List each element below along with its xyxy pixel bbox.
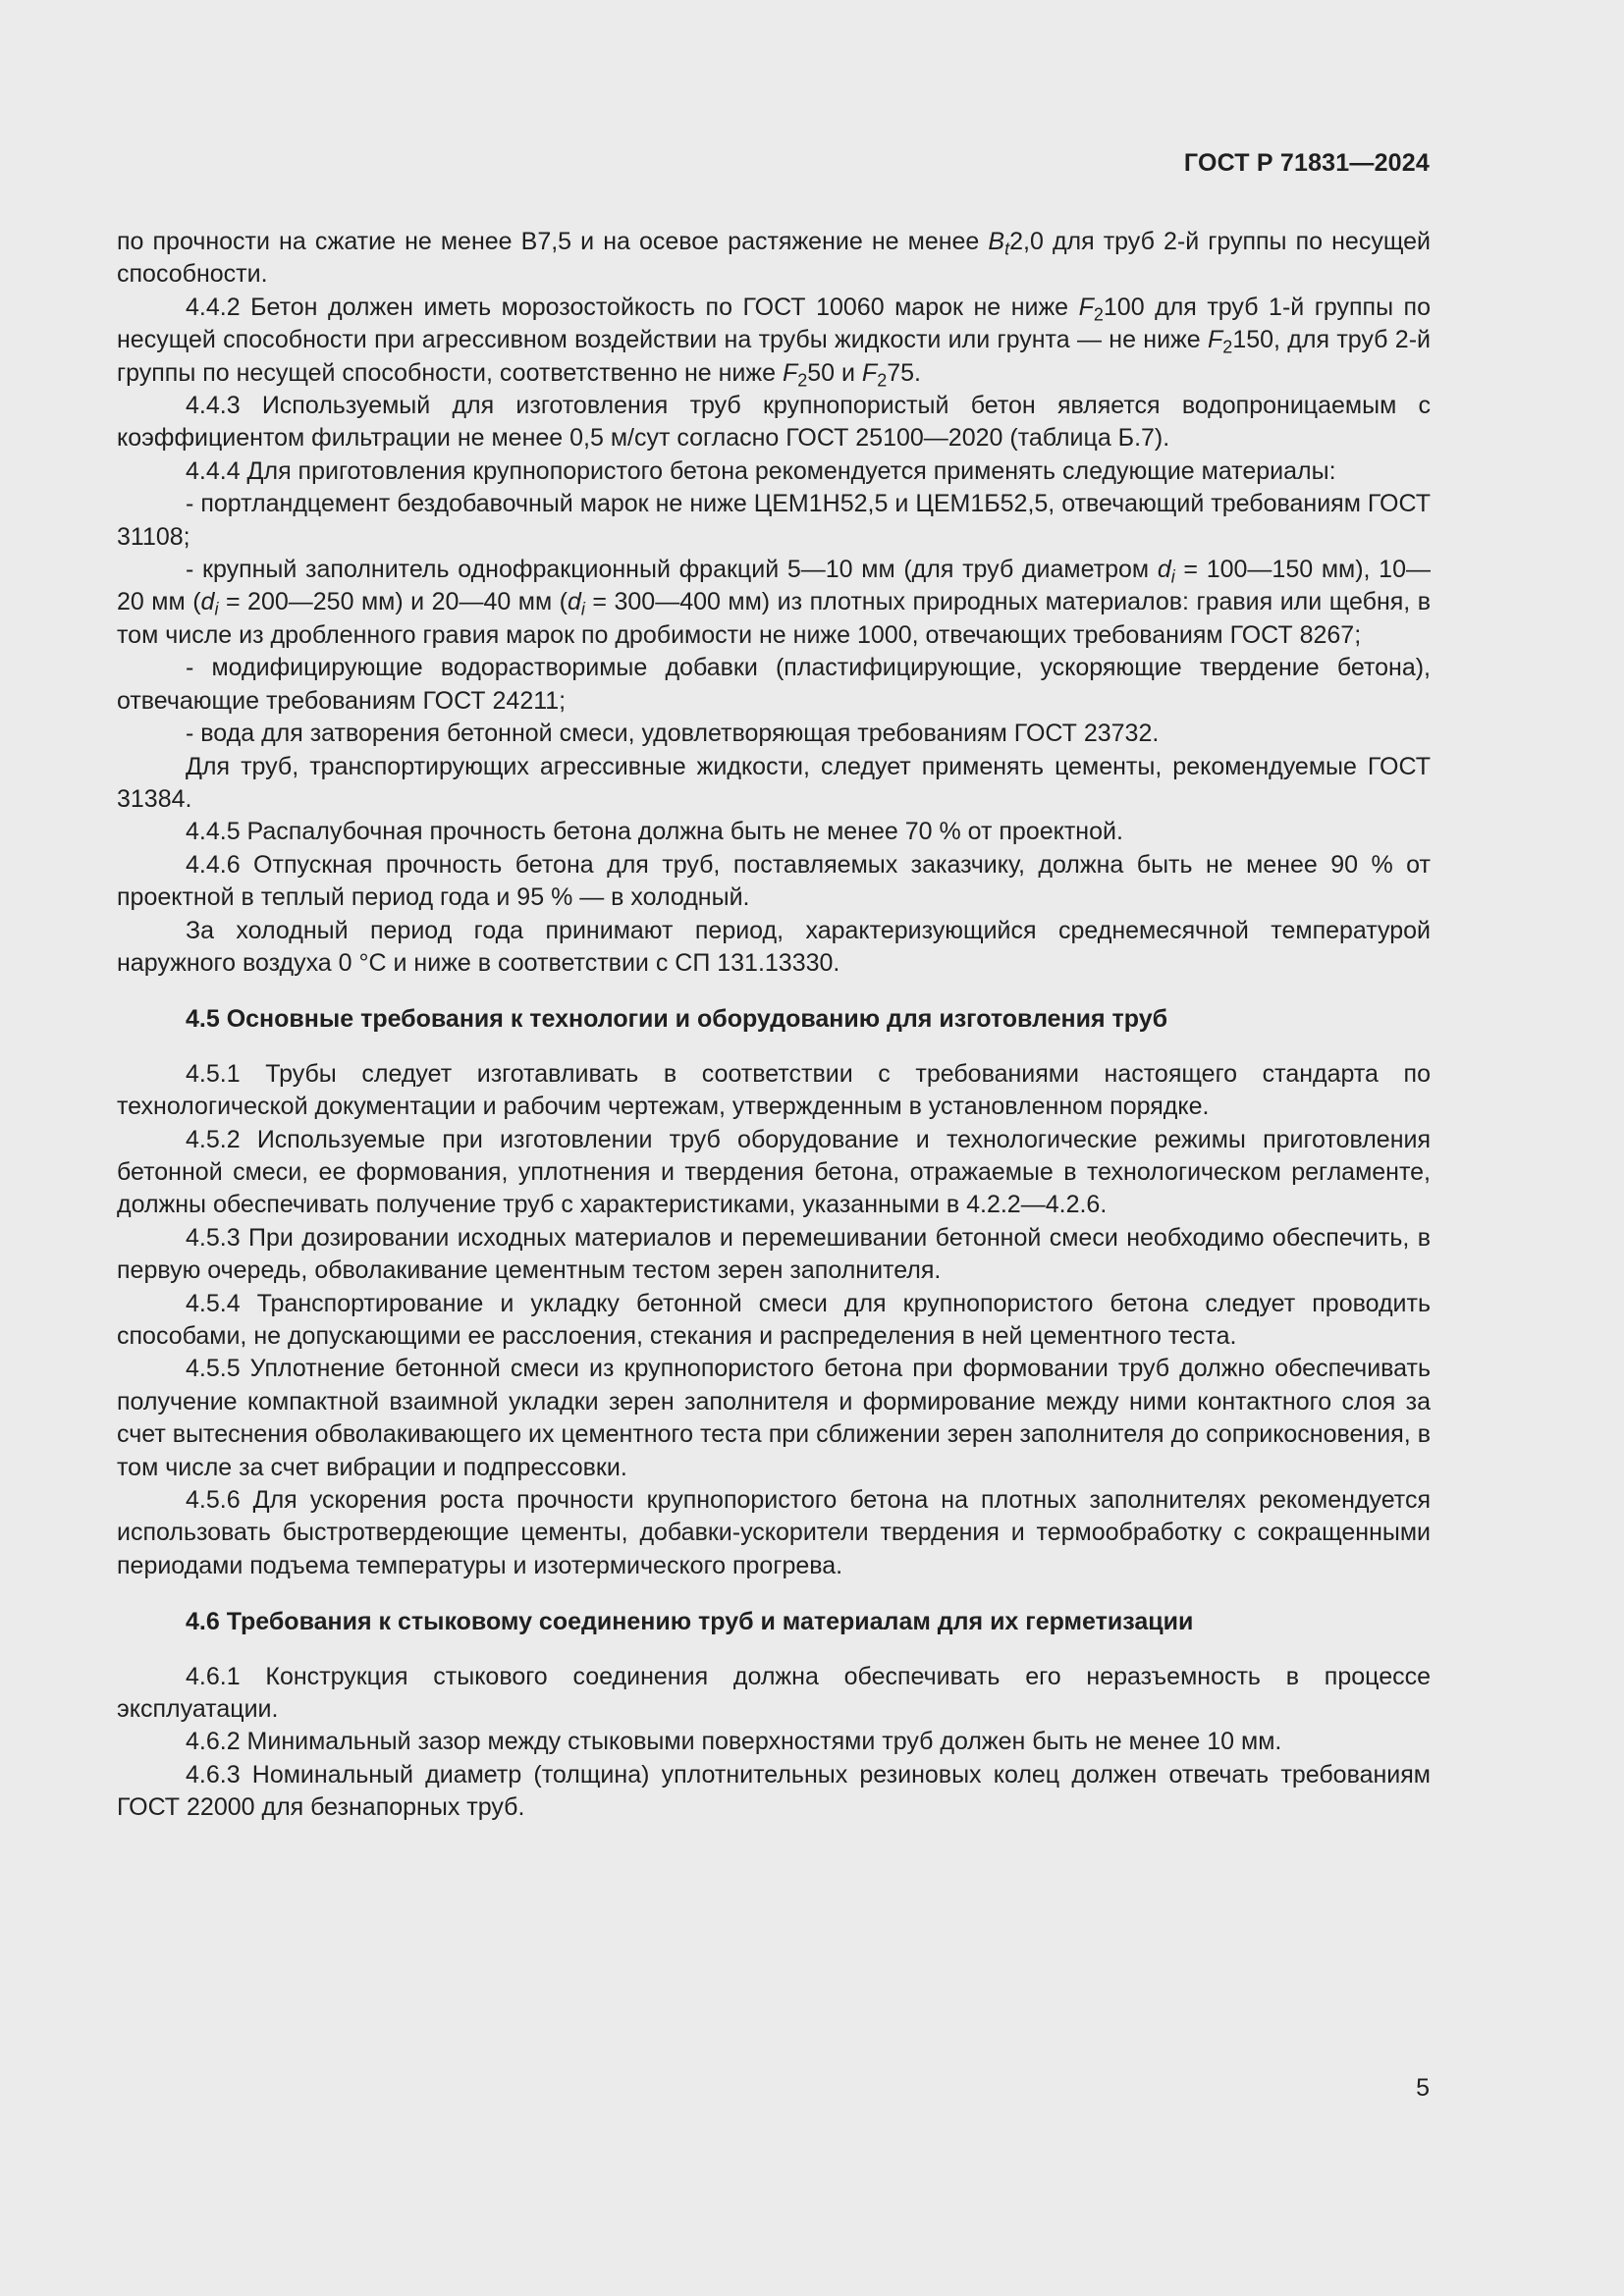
paragraph-4-6-1: 4.6.1 Конструкция стыкового соединения должна обеспечивать его неразъемность в процессе эксплуатации. (117, 1662, 1431, 1724)
list-item-additives: - модифицирующие водорастворимые добавки (пластифицирующие, ускоряющие твердение бетона), отвечающие требованиям ГОСТ 24211; (117, 654, 1431, 715)
paragraph-4-4-4: 4.4.4 Для приготовления крупнопористого бетона рекомендуется применять следующие материалы: (186, 456, 1336, 485)
paragraph-4-5-2: 4.5.2 Используемые при изготовлении труб оборудование и технологические режимы приготовления бетонной смеси, ее формования, уплотнения и твердения бетона, отражаемые в технологическом регламенте, должны обеспечивать получение труб с характеристиками, указанными в 4.2.2—4.2.6. (117, 1125, 1431, 1219)
paragraph-strength: по прочности на сжатие не менее В7,5 и на осевое растяжение не менее $B_t2,0$ для труб 2-й группы по несущей способности. (117, 228, 1431, 289)
paragraph-4-5-3: 4.5.3 При дозировании исходных материалов и перемешивании бетонной смеси необходимо обеспечить, в первую очередь, обволакивание цементным тестом зерен заполнителя. (117, 1223, 1431, 1285)
paragraph-4-5-4: 4.5.4 Транспортирование и укладку бетонной смеси для крупнопористого бетона следует проводить способами, не допускающими ее расслоения, стекания и распределения в ней цементного теста. (117, 1289, 1431, 1350)
section-heading-4-6: 4.6 Требования к стыковому соединению труб и материалам для их герметизации (186, 1608, 1194, 1636)
paragraph-4-5-6: 4.5.6 Для ускорения роста прочности крупнопористого бетона на плотных заполнителях рекомендуется использовать быстротвердеющие цементы, добавки-ускорители твердения и термообработку с сокращенными периодами подъема температуры и изотермического прогрева. (117, 1486, 1431, 1579)
paragraph-4-4-6: 4.4.6 Отпускная прочность бетона для труб, поставляемых заказчику, должна быть не менее 90 % от проектной в теплый период года и 95 % — в холодный. (117, 850, 1431, 912)
paragraph-4-4-5: 4.4.5 Распалубочная прочность бетона должна быть не менее 70 % от проектной. (186, 818, 1123, 846)
list-item-aggregate: - крупный заполнитель однофракционный фракций 5—10 мм (для труб диаметром $d_i$ = 100—150 мм), 10—20 мм ($d_i$ = 200—250 мм) и 20—40 мм ($d_i$ = 300—400 мм) из плотных природных материалов: гравия или щебня, в том числе из дробленного гравия марок по дробимости не ниже 1000, отвечающих требованиям ГОСТ 8267; (117, 556, 1432, 649)
paragraph-4-6-2: 4.6.2 Минимальный зазор между стыковыми поверхностями труб должен быть не менее 10 мм. (186, 1728, 1282, 1756)
list-item-water: - вода для затворения бетонной смеси, удовлетворяющая требованиям ГОСТ 23732. (186, 720, 1160, 748)
paragraph-cold-period: За холодный период года принимают период, характеризующийся среднемесячной температурой наружного воздуха 0 °С и ниже в соответствии с СП 131.13330. (117, 916, 1431, 977)
page-number: 5 (1416, 2074, 1430, 2102)
list-item-cement: - портландцемент бездобавочный марок не ниже ЦЕМ1Н52,5 и ЦЕМ1Б52,5, отвечающий требованиям ГОСТ 31108; (117, 490, 1431, 551)
paragraph-4-5-1: 4.5.1 Трубы следует изготавливать в соответствии с требованиями настоящего стандарта по технологической документации и рабочим чертежам, утвержденным в установленном порядке. (117, 1059, 1431, 1121)
section-heading-4-5: 4.5 Основные требования к технологии и оборудованию для изготовления труб (186, 1005, 1168, 1034)
paragraph-4-5-5: 4.5.5 Уплотнение бетонной смеси из крупнопористого бетона при формовании труб должно обеспечивать получение компактной взаимной укладки зерен заполнителя и формирование между ними контактного слоя за счет вытеснения обволакивающего их цементного теста при сближении зерен заполнителя до соприкосновения, в том числе за счет вибрации и подпрессовки. (117, 1355, 1431, 1481)
paragraph-4-4-3: 4.4.3 Используемый для изготовления труб крупнопористый бетон является водопроницаемым с коэффициентом фильтрации не менее 0,5 м/сут согласно ГОСТ 25100—2020 (таблица Б.7). (117, 392, 1431, 453)
paragraph-4-6-3: 4.6.3 Номинальный диаметр (толщина) уплотнительных резиновых колец должен отвечать требованиям ГОСТ 22000 для безнапорных труб. (117, 1760, 1431, 1822)
document-body (117, 226, 1431, 1825)
paragraph-4-4-2: 4.4.2 Бетон должен иметь морозостойкость по ГОСТ 10060 марок не ниже $F_2100$ для труб 1-й группы по несущей способности при агрессивном воздействии на трубы жидкости или грунта — не ниже $F_2150$, для труб 2-й группы по несущей способности, соответственно не ниже $F_250$ и $F_275$. (117, 293, 1431, 391)
document-header: ГОСТ Р 71831—2024 (1183, 149, 1430, 177)
paragraph-aggressive-liquids: Для труб, транспортирующих агрессивные жидкости, следует применять цементы, рекомендуемые ГОСТ 31384. (117, 752, 1431, 813)
